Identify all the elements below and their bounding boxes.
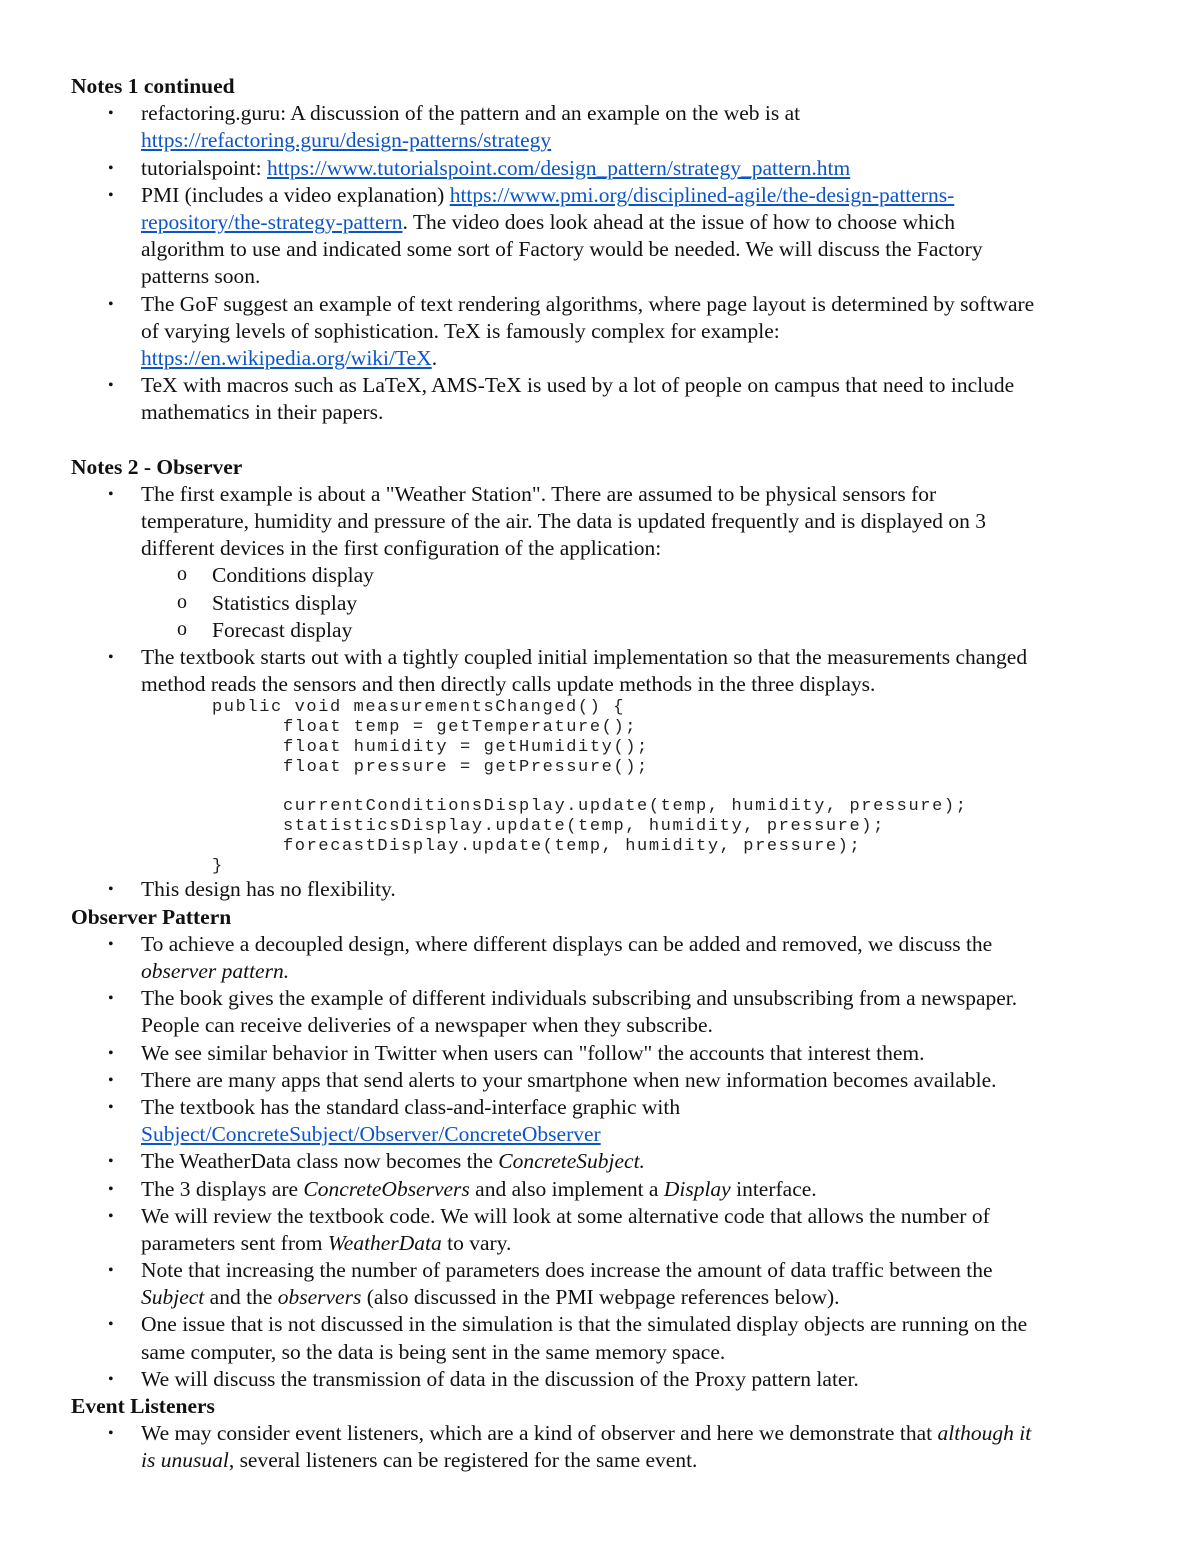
list-item (71, 1040, 1131, 1067)
list-item-line (71, 1311, 1131, 1338)
text-span: The WeatherData class now becomes the (141, 1149, 499, 1174)
italic-text: ConcreteObservers (303, 1176, 470, 1201)
text-span: temperature, humidity and pressure of the air. The data is updated frequently and is displayed on 3 (141, 509, 987, 533)
list-item-line (71, 985, 1131, 1012)
text-span: to vary. (441, 1230, 512, 1255)
text-span: interface. (730, 1176, 817, 1201)
text-span: We will discuss the transmission of data in the discussion of the Proxy pattern later. (141, 1366, 859, 1391)
section-heading: Notes 1 continued (71, 74, 235, 98)
code-line: float temp = getTemperature(); (283, 718, 638, 738)
italic-text: ConcreteSubject. (498, 1149, 645, 1174)
text-span: of varying levels of sophistication. TeX is famously complex for example: (141, 318, 780, 343)
bullet-icon: • (108, 1071, 114, 1089)
text-span: . (431, 345, 438, 370)
bullet-icon: • (108, 935, 114, 953)
list-item (71, 1176, 1131, 1203)
spacer (71, 426, 1131, 453)
text-span: method reads the sensors and then directly calls update methods in the three displays. (141, 672, 876, 697)
text-span: TeX with macros such as LaTeX, AMS-TeX is used by a lot of people on campus that need to include (141, 373, 1015, 398)
bullet-icon: • (108, 186, 114, 204)
text-span: and also implement a (469, 1176, 664, 1201)
sub-list-item (71, 617, 1131, 644)
text-span: refactoring.guru: A discussion of the pattern and an example on the web is at (141, 101, 801, 126)
list-item (71, 182, 1131, 291)
section-heading: Observer Pattern (71, 904, 232, 929)
document-page (71, 73, 1131, 1475)
list-item-line (71, 127, 1131, 154)
list-item-line (71, 182, 1131, 209)
italic-text: is unusual (141, 1448, 229, 1473)
bullet-icon: • (108, 485, 114, 503)
italic-text: Subject (141, 1285, 205, 1310)
bullet-icon: • (108, 1425, 114, 1443)
text-span: mathematics in their papers. (141, 400, 384, 425)
italic-text: although it (937, 1421, 1032, 1446)
text-span: (also discussed in the PMI webpage references below). (361, 1285, 840, 1310)
text-span: The textbook starts out with a tightly coupled initial implementation so that the measurements changed (141, 644, 1028, 669)
italic-text: observers (277, 1285, 362, 1310)
sub-list-item (71, 590, 1131, 617)
list-item (71, 1311, 1131, 1365)
text-span: parameters sent from (141, 1230, 328, 1255)
list-item-line (71, 1067, 1131, 1094)
italic-text: observer pattern. (141, 959, 290, 984)
code-block (71, 698, 1131, 876)
list-item (71, 291, 1131, 373)
list-item-text: Conditions display (212, 563, 374, 588)
hyperlink[interactable]: https://en.wikipedia.org/wiki/TeX (141, 345, 432, 370)
bullet-icon: • (108, 1098, 114, 1116)
code-line: forecastDisplay.update(temp, humidity, pressure); (283, 836, 862, 856)
circle-bullet-icon: o (177, 563, 187, 586)
bullet-icon: • (108, 1180, 114, 1198)
list-item-line (71, 1203, 1131, 1230)
list-item-line (71, 1094, 1131, 1121)
bullet-icon: • (108, 881, 114, 899)
code-line: public void measurementsChanged() { (212, 698, 626, 718)
text-span: PMI (includes a video explanation) (141, 182, 450, 207)
section-heading: Event Listeners (71, 1394, 215, 1419)
text-span: There are many apps that send alerts to your smartphone when new information becomes available. (141, 1067, 997, 1092)
list-item-text: Forecast display (212, 617, 353, 642)
code-line: } (212, 856, 224, 876)
code-line: float humidity = getHumidity(); (283, 737, 649, 757)
bullet-icon: • (108, 105, 114, 123)
circle-bullet-icon: o (177, 590, 187, 613)
italic-text: WeatherData (327, 1230, 442, 1255)
code-line: statisticsDisplay.update(temp, humidity, pressure); (283, 817, 885, 837)
hyperlink[interactable]: https://refactoring.guru/design-patterns/strategy (141, 128, 552, 153)
list-item-line (71, 508, 1131, 535)
list-item-line (71, 1040, 1131, 1067)
list-item-line (71, 1012, 1131, 1039)
text-span: and the (204, 1285, 278, 1310)
text-span: different devices in the first configuration of the application: (141, 536, 662, 561)
bullet-icon: • (108, 1207, 114, 1225)
bullet-icon: • (108, 377, 114, 395)
list-item-line (71, 1447, 1131, 1474)
list-item-line (71, 399, 1131, 426)
list-item-line (71, 481, 1131, 508)
text-span: , several listeners can be registered for the same event. (228, 1448, 698, 1473)
sub-list-item (71, 562, 1131, 589)
circle-bullet-icon: o (177, 617, 187, 640)
list-item (71, 1420, 1131, 1474)
hyperlink[interactable]: Subject/ConcreteSubject/Observer/ConcreteObserver (141, 1122, 601, 1147)
list-item-line (71, 263, 1131, 290)
list-item-line (71, 1284, 1131, 1311)
text-span: patterns soon. (141, 264, 261, 289)
bullet-icon: • (108, 648, 114, 666)
list-item-line (71, 1420, 1131, 1447)
list-item (71, 1203, 1131, 1257)
list-item-line (71, 291, 1131, 318)
list-item (71, 931, 1131, 985)
code-line (71, 778, 1131, 798)
list-item-line (71, 318, 1131, 345)
list-item (71, 644, 1131, 698)
list-item-line (71, 958, 1131, 985)
list-item-line (71, 236, 1131, 263)
text-span: This design has no flexibility. (141, 877, 396, 902)
list-item (71, 985, 1131, 1039)
text-span: algorithm to use and indicated some sort of Factory would be needed. We will discuss the Factory (141, 237, 983, 262)
hyperlink[interactable]: https://www.tutorialspoint.com/design_pattern/strategy_pattern.htm (267, 155, 851, 180)
bullet-icon: • (108, 1316, 114, 1334)
list-item-line (71, 644, 1131, 671)
text-span: The 3 displays are (141, 1176, 304, 1201)
text-span: . The video does look ahead at the issue of how to choose which (402, 209, 956, 234)
bullet-icon: • (108, 1153, 114, 1171)
list-item-line (71, 345, 1131, 372)
list-item-line (71, 1121, 1131, 1148)
text-span: To achieve a decoupled design, where different displays can be added and removed, we discuss the (141, 931, 993, 956)
list-item-line (71, 1366, 1131, 1393)
text-span: same computer, so the data is being sent in the same memory space. (141, 1339, 726, 1364)
text-span: We may consider event listeners, which are a kind of observer and here we demonstrate that (141, 1421, 938, 1446)
list-item (71, 1366, 1131, 1393)
bullet-icon: • (108, 1370, 114, 1388)
text-span: The GoF suggest an example of text rendering algorithms, where page layout is determined by software (141, 291, 1035, 316)
hyperlink[interactable]: https://www.pmi.org/disciplined-agile/the-design-patterns- (449, 182, 955, 207)
list-item (71, 1257, 1131, 1311)
text-span: tutorialspoint: (141, 155, 268, 180)
text-span: We will review the textbook code. We will look at some alternative code that allows the number of (141, 1203, 990, 1228)
list-item (71, 372, 1131, 426)
list-item-line (71, 1148, 1131, 1175)
text-span: One issue that is not discussed in the simulation is that the simulated display objects are running on the (141, 1312, 1028, 1337)
list-item-line (71, 155, 1131, 182)
text-span: The first example is about a "Weather Station". There are assumed to be physical sensors for (141, 481, 937, 506)
list-item (71, 876, 1131, 903)
list-item-line (71, 1257, 1131, 1284)
bullet-icon: • (108, 1044, 114, 1062)
text-span: We see similar behavior in Twitter when users can "follow" the accounts that interest them. (141, 1040, 925, 1065)
bullet-icon: • (108, 990, 114, 1008)
bullet-icon: • (108, 1262, 114, 1280)
list-item (71, 1067, 1131, 1094)
list-item-line (71, 931, 1131, 958)
list-item (71, 1094, 1131, 1148)
list-item-line (71, 876, 1131, 903)
list-item-line (71, 535, 1131, 562)
list-item-line (71, 1339, 1131, 1366)
bullet-icon: • (108, 295, 114, 313)
code-line: currentConditionsDisplay.update(temp, humidity, pressure); (283, 797, 968, 817)
list-item-line (71, 1176, 1131, 1203)
list-item (71, 481, 1131, 563)
list-item-line (71, 100, 1131, 127)
list-item-text: Statistics display (212, 590, 358, 615)
list-item (71, 155, 1131, 182)
text-span: The textbook has the standard class-and-interface graphic with (141, 1094, 681, 1119)
italic-text: Display (663, 1176, 731, 1201)
bullet-icon: • (108, 159, 114, 177)
text-span: The book gives the example of different individuals subscribing and unsubscribing from a newspaper. (141, 986, 1018, 1011)
list-item-line (71, 209, 1131, 236)
list-item-line (71, 671, 1131, 698)
section-heading: Notes 2 - Observer (71, 454, 243, 479)
hyperlink[interactable]: repository/the-strategy-pattern (141, 209, 403, 234)
list-item-line (71, 1230, 1131, 1257)
text-span: People can receive deliveries of a newspaper when they subscribe. (141, 1013, 713, 1038)
text-span: Note that increasing the number of parameters does increase the amount of data traffic between the (141, 1258, 993, 1283)
list-item (71, 1148, 1131, 1175)
code-line: float pressure = getPressure(); (283, 757, 649, 777)
list-item (71, 100, 1131, 154)
list-item-line (71, 372, 1131, 399)
